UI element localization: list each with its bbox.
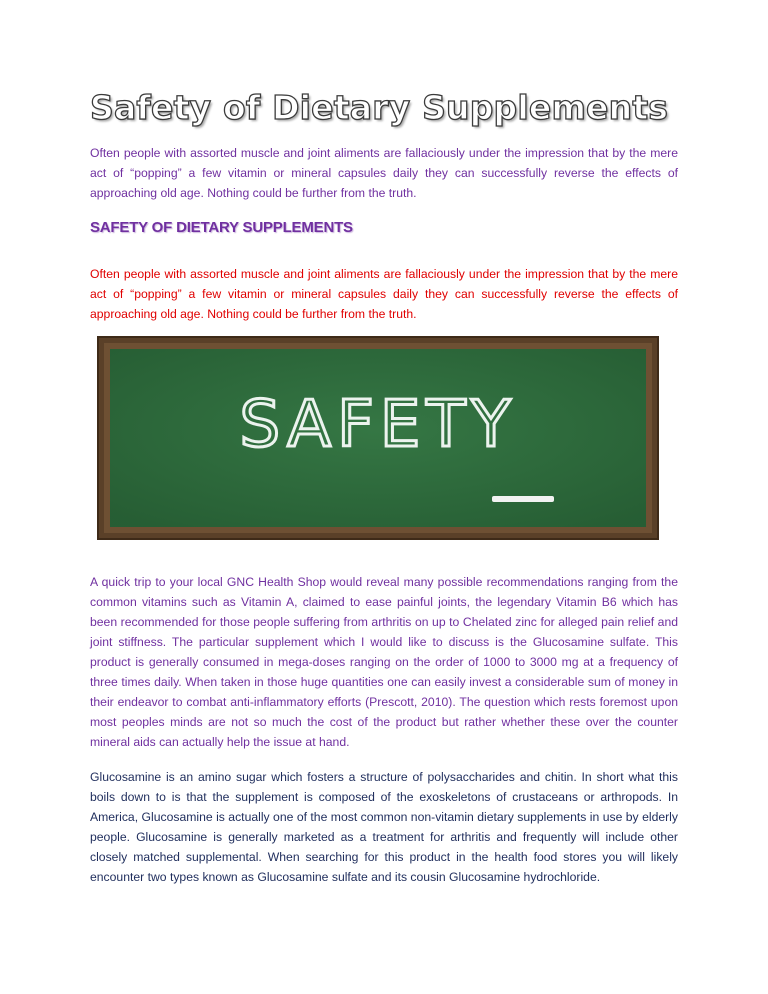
chalkboard-illustration [92,333,664,543]
chalk-stick [492,496,554,502]
body-paragraph-1: A quick trip to your local GNC Health Shop would reveal many possible recommendations ranging from the common vitamins such as Vitamin A, claimed to ease painful joints, the legendary Vitamin B6 which has been recommended for those people suffering from arthritis on up to Chelated zinc for alleged pain relief and joint stiffness. The particular supplement which I would like to discuss is the Glucosamine sulfate. This product is generally consumed in mega-doses ranging on the order of 1000 to 3000 mg at a frequency of three times daily. When taken in those huge quantities one can easily invest a considerable sum of money in their endeavor to combat anti-inflammatory efforts (Prescott, 2010). The question which rests foremost upon most peoples minds are not so much the cost of the product but rather whether these over the counter mineral aids can actually help the issue at hand. [90,575,678,749]
page-title: Safety of Dietary Supplements [90,88,669,127]
intro-paragraph-repeat: Often people with assorted muscle and joint aliments are fallaciously under the impression that by the mere act of “popping” a few vitamin or mineral capsules daily they can successfully reverse the effects of approaching old age. Nothing could be further from the truth. [90,267,678,321]
body-paragraph-2: Glucosamine is an amino sugar which fosters a structure of polysaccharides and chitin. In short what this boils down to is that the supplement is composed of the exoskeletons of crustaceans or arthropods. In America, Glucosamine is actually one of the most common non-vitamin dietary supplements in use by elderly people. Glucosamine is generally marketed as a treatment for arthritis and frequently will include other closely matched supplemental. When searching for this product in the health food stores you will likely encounter two types known as Glucosamine sulfate and its cousin Glucosamine hydrochloride. [90,770,678,884]
chalk-text: SAFETY [239,388,517,462]
intro-paragraph: Often people with assorted muscle and joint aliments are fallaciously under the impression that by the mere act of “popping” a few vitamin or mineral capsules daily they can successfully reverse the effects of approaching old age. Nothing could be further from the truth. [90,146,678,200]
safety-chalkboard-image [92,333,664,543]
section-heading: SAFETY OF DIETARY SUPPLEMENTS [90,219,353,236]
